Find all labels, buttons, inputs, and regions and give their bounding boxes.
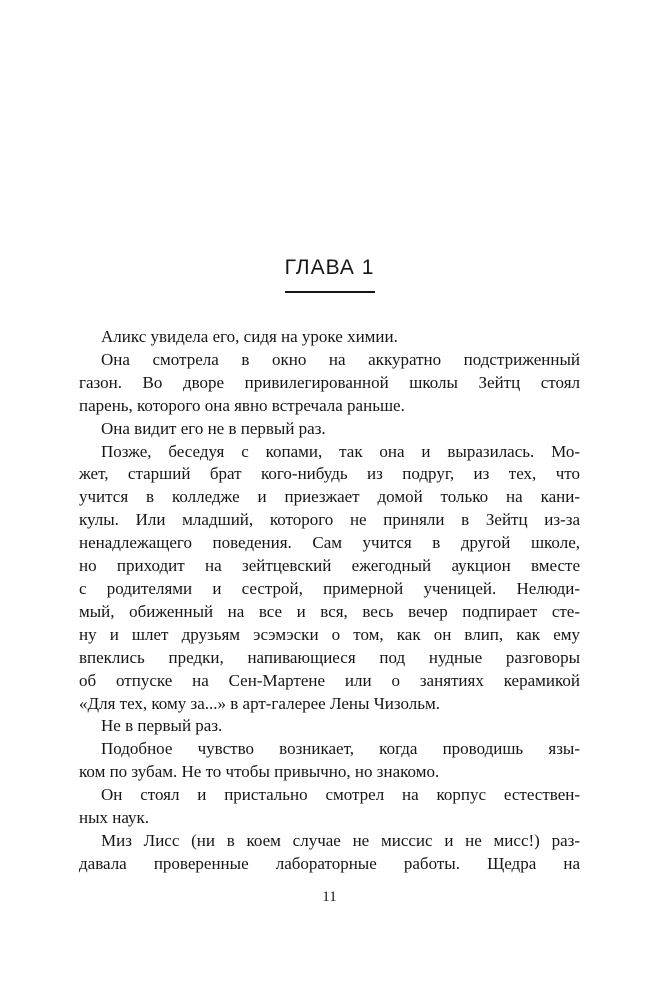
- paragraph: [79, 418, 580, 441]
- text-line: ну и шлет друзьям эсэмэски о том, как он влип, как ему: [79, 624, 580, 644]
- text-line: Аликс увидела его, сидя на уроке химии.: [101, 327, 398, 346]
- text-line: «Для тех, кому за...» в арт-галерее Лены Чизольм.: [79, 693, 440, 713]
- text-line: ненадлежащего поведения. Сам учится в другой школе,: [79, 533, 580, 553]
- text-line: Он стоял и пристально смотрел на корпус естествен-: [101, 785, 580, 805]
- text-line: но приходит на зейтцевский ежегодный аукцион вместе: [79, 556, 580, 576]
- text-line: ком по зубам. Не то чтобы привычно, но знакомо.: [79, 762, 440, 782]
- text-line: учится в колледже и приезжает домой только на кани-: [79, 487, 580, 507]
- text-line: газон. Во дворе привилегированной школы Зейтц стоял: [79, 372, 580, 392]
- text-line: об отпуске на Сен-Мартене или о занятиях керамикой: [79, 670, 580, 690]
- paragraph: [79, 441, 580, 716]
- text-line: Она смотрела в окно на аккуратно подстриженный: [101, 349, 580, 369]
- body-text: [79, 326, 580, 876]
- paragraph: [79, 326, 580, 349]
- text-line: впеклись предки, напивающиеся под нудные разговоры: [79, 647, 580, 667]
- text-line: Не в первый раз.: [101, 716, 223, 736]
- text-line: с родителями и сестрой, примерной ученицей. Нелюди-: [79, 578, 580, 598]
- paragraph: [79, 784, 580, 830]
- text-line: Подобное чувство возникает, когда проводишь язы-: [101, 739, 580, 759]
- text-line: мый, обиженный на все и вся, весь вечер подпирает сте-: [79, 601, 580, 621]
- text-line: парень, которого она явно встречала раньше.: [79, 395, 405, 415]
- page-number: 11: [322, 889, 337, 905]
- text-line: ных наук.: [79, 808, 150, 828]
- paragraph: [79, 349, 580, 418]
- text-line: жет, старший брат кого-нибудь из подруг, из тех, что: [79, 464, 580, 484]
- chapter-title: ГЛАВА 1: [284, 256, 375, 279]
- paragraph: [79, 830, 580, 876]
- chapter-divider-rule: [285, 291, 375, 293]
- text-line: Позже, беседуя с копами, так она и выразилась. Мо-: [101, 441, 580, 461]
- text-line: Она видит его не в первый раз.: [101, 418, 326, 438]
- paragraph: [79, 715, 580, 738]
- text-line: давала проверенные лабораторные работы. Щедра на: [79, 853, 580, 873]
- paragraph: [79, 738, 580, 784]
- chapter-heading: [0, 256, 659, 293]
- text-line: Миз Лисс (ни в коем случае не миссис и не мисс!) раз-: [101, 830, 580, 850]
- text-line: кулы. Или младший, которого не приняли в Зейтц из-за: [79, 510, 580, 530]
